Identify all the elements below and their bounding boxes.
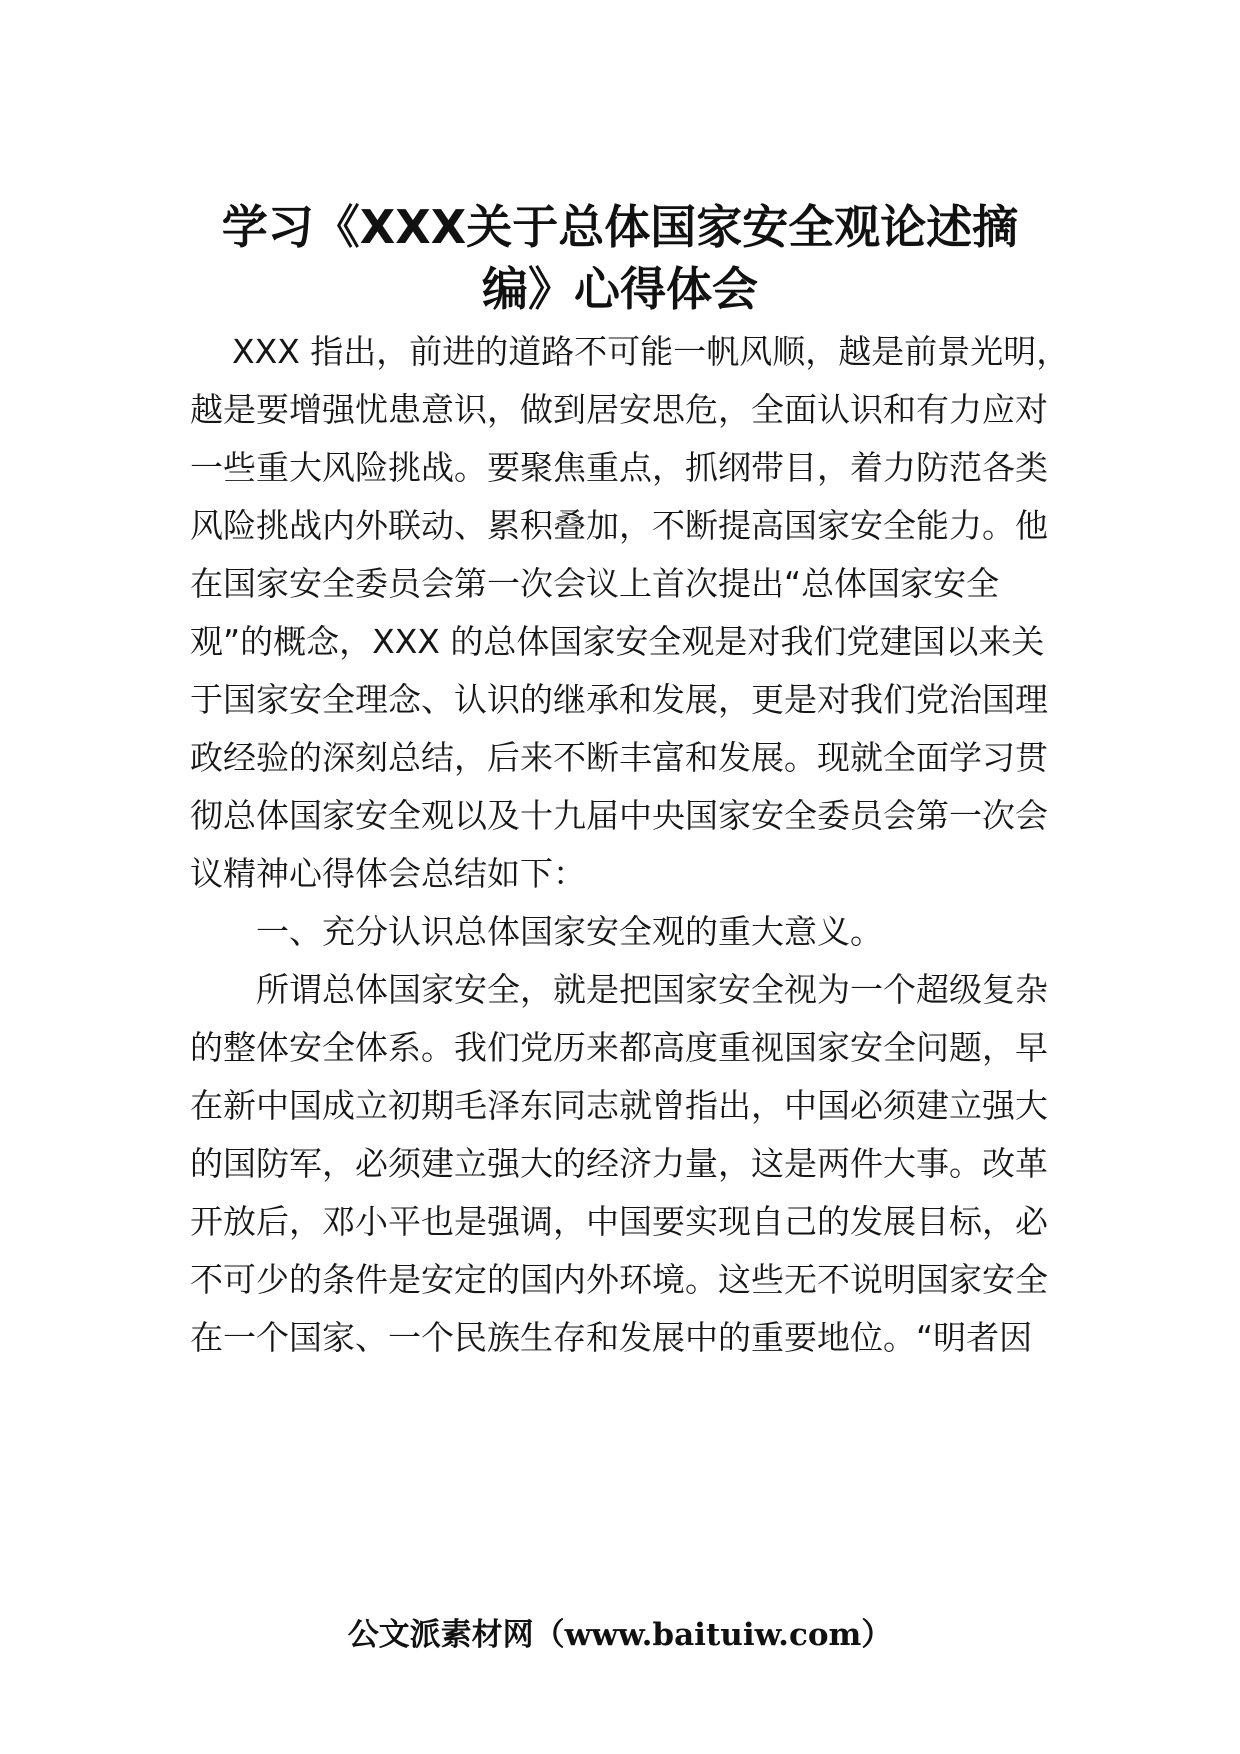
title-line-1: 学习《XXX关于总体国家安全观论述摘 (221, 200, 1019, 254)
body-line-8: 政经验的深刻总结，后来不断丰富和发展。现就全面学习贯 (190, 738, 1048, 777)
body-line-3: 一些重大风险挑战。要聚焦重点，抓纲带目，着力防范各类 (190, 448, 1048, 487)
body-line-12: 所谓总体国家安全，就是把国家安全视为一个超级复杂 (256, 970, 1048, 1009)
body-line-10: 议精神心得体会总结如下： (190, 854, 586, 893)
title-line-2: 编》心得体会 (482, 262, 758, 316)
body-line-5: 在国家安全委员会第一次会议上首次提出“总体国家安全 (190, 564, 1000, 603)
body-line-7: 于国家安全理念、认识的继承和发展，更是对我们党治国理 (190, 680, 1048, 719)
body-line-14: 在新中国成立初期毛泽东同志就曾指出，中国必须建立强大 (190, 1086, 1048, 1125)
body-line-2: 越是要增强忧患意识，做到居安思危，全面认识和有力应对 (190, 390, 1048, 429)
body-line-18: 在一个国家、一个民族生存和发展中的重要地位。“明者因 (190, 1318, 1033, 1357)
body-line-4: 风险挑战内外联动、累积叠加，不断提高国家安全能力。他 (190, 506, 1048, 545)
body-line-13: 的整体安全体系。我们党历来都高度重视国家安全问题，早 (190, 1028, 1048, 1067)
body-line-9: 彻总体国家安全观以及十九届中央国家安全委员会第一次会 (190, 796, 1048, 835)
footer-watermark: 公文派素材网（www.baituiw.com） (347, 1617, 893, 1653)
body-line-16: 开放后，邓小平也是强调，中国要实现自己的发展目标，必 (190, 1202, 1048, 1241)
section-heading-1: 一、充分认识总体国家安全观的重大意义。 (256, 912, 883, 951)
document-title (190, 196, 1050, 320)
body-line-1: XXX 指出，前进的道路不可能一帆风顺，越是前景光明， (232, 332, 1070, 371)
body-line-15: 的国防军，必须建立强大的经济力量，这是两件大事。改革 (190, 1144, 1048, 1183)
body-line-17: 不可少的条件是安定的国内外环境。这些无不说明国家安全 (190, 1260, 1048, 1299)
body-line-6: 观”的概念，XXX 的总体国家安全观是对我们党建国以来关 (190, 622, 1045, 661)
